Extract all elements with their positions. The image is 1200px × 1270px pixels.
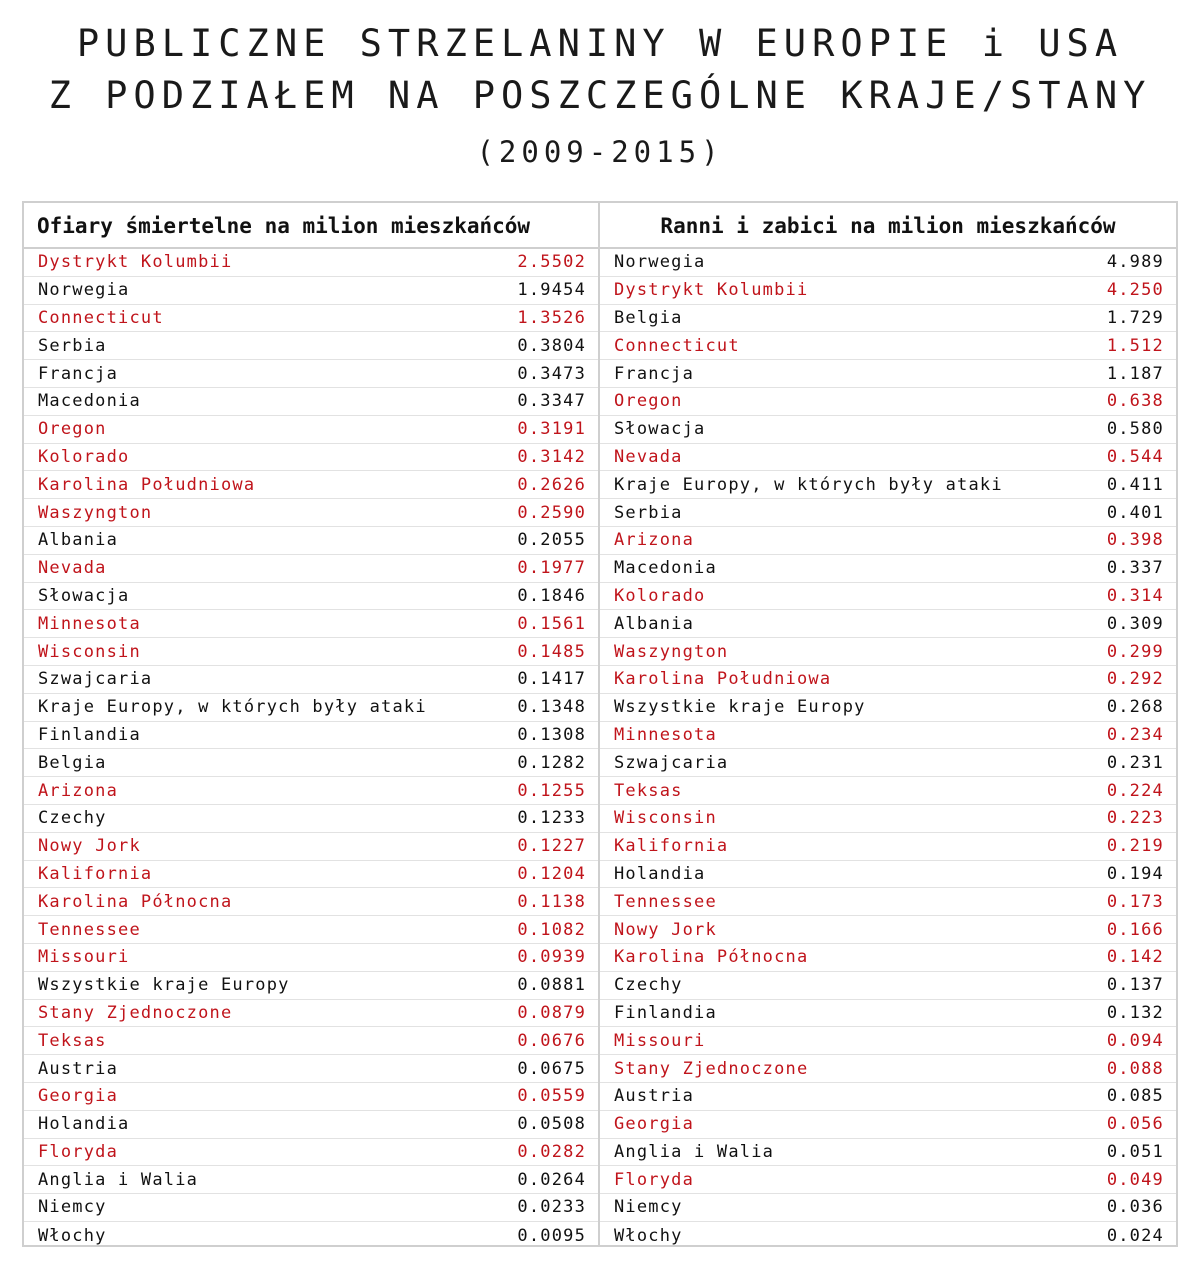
row-value: 0.2590: [517, 502, 586, 523]
row-label: Anglia i Walia: [38, 1169, 199, 1190]
table-row: [24, 360, 598, 388]
row-value: 0.132: [1106, 1002, 1164, 1023]
table-row: [24, 722, 598, 750]
table-row: [600, 610, 1176, 638]
chart-title: [0, 18, 1200, 182]
row-value: 0.314: [1106, 585, 1164, 606]
table-row: [24, 1083, 598, 1111]
table-row: [600, 332, 1176, 360]
row-value: 0.0508: [517, 1114, 586, 1135]
table-row: [24, 471, 598, 499]
row-value: 0.056: [1106, 1114, 1164, 1135]
table-row: [24, 305, 598, 333]
row-label: Nowy Jork: [38, 836, 141, 857]
row-label: Teksas: [38, 1030, 107, 1051]
row-label: Floryda: [614, 1169, 695, 1190]
row-label: Słowacja: [38, 585, 130, 606]
row-label: Missouri: [38, 947, 130, 968]
row-label: Słowacja: [614, 419, 706, 440]
table-row: [24, 1139, 598, 1167]
row-value: 0.234: [1106, 724, 1164, 745]
table-row: [24, 805, 598, 833]
row-label: Włochy: [38, 1225, 107, 1246]
row-label: Szwajcaria: [38, 669, 153, 690]
table-row: [24, 1222, 598, 1250]
table-row: [600, 694, 1176, 722]
row-label: Nevada: [614, 446, 683, 467]
row-value: 0.231: [1106, 752, 1164, 773]
row-label: Czechy: [614, 975, 683, 996]
row-label: Szwajcaria: [614, 752, 729, 773]
row-label: Karolina Północna: [38, 891, 233, 912]
table-row: [600, 416, 1176, 444]
table-row: [600, 916, 1176, 944]
comparison-table: [22, 201, 1178, 1247]
table-row: [24, 916, 598, 944]
table-row: [600, 1222, 1176, 1250]
row-label: Dystrykt Kolumbii: [614, 280, 809, 301]
table-row: [600, 749, 1176, 777]
row-label: Anglia i Walia: [614, 1141, 775, 1162]
row-label: Belgia: [38, 752, 107, 773]
table-row: [600, 444, 1176, 472]
row-value: 0.1227: [517, 836, 586, 857]
row-value: 1.729: [1106, 307, 1164, 328]
row-label: Karolina Południowa: [614, 669, 832, 690]
row-value: 0.299: [1106, 641, 1164, 662]
table-row: [600, 471, 1176, 499]
table-row: [24, 277, 598, 305]
row-value: 0.0282: [517, 1141, 586, 1162]
row-value: 0.3347: [517, 391, 586, 412]
table-row: [600, 861, 1176, 889]
row-value: 0.3142: [517, 446, 586, 467]
row-value: 0.3473: [517, 363, 586, 384]
row-value: 0.1282: [517, 752, 586, 773]
table-row: [600, 722, 1176, 750]
table-row: [24, 610, 598, 638]
table-row: [600, 388, 1176, 416]
row-value: 0.1255: [517, 780, 586, 801]
row-label: Stany Zjednoczone: [38, 1002, 233, 1023]
row-value: 0.0559: [517, 1086, 586, 1107]
table-row: [600, 888, 1176, 916]
row-label: Norwegia: [38, 280, 130, 301]
row-label: Kolorado: [38, 446, 130, 467]
row-value: 0.0675: [517, 1058, 586, 1079]
table-row: [600, 805, 1176, 833]
table-row: [24, 583, 598, 611]
table-row: [600, 1166, 1176, 1194]
table-row: [600, 555, 1176, 583]
table-row: [600, 277, 1176, 305]
title-line-1: PUBLICZNE STRZELANINY W EUROPIE i USA: [76, 22, 1124, 65]
table-row: [24, 972, 598, 1000]
row-value: 0.0676: [517, 1030, 586, 1051]
table-row: [24, 777, 598, 805]
row-value: 0.411: [1106, 474, 1164, 495]
row-label: Wisconsin: [614, 808, 717, 829]
table-row: [600, 1055, 1176, 1083]
table-row: [600, 360, 1176, 388]
casualties-column-header: Ranni i zabici na milion mieszkańców: [600, 203, 1176, 249]
row-value: 0.0233: [517, 1197, 586, 1218]
row-value: 4.250: [1106, 280, 1164, 301]
row-value: 0.142: [1106, 947, 1164, 968]
table-row: [600, 249, 1176, 277]
casualties-column: [600, 203, 1176, 1245]
row-value: 0.2626: [517, 474, 586, 495]
row-value: 0.024: [1106, 1225, 1164, 1246]
row-label: Tennessee: [614, 891, 717, 912]
row-label: Holandia: [38, 1114, 130, 1135]
row-value: 0.085: [1106, 1086, 1164, 1107]
table-row: [600, 944, 1176, 972]
row-label: Stany Zjednoczone: [614, 1058, 809, 1079]
row-label: Arizona: [614, 530, 695, 551]
row-value: 0.268: [1106, 697, 1164, 718]
row-value: 0.309: [1106, 613, 1164, 634]
row-label: Waszyngton: [38, 502, 153, 523]
row-label: Austria: [38, 1058, 119, 1079]
row-label: Niemcy: [38, 1197, 107, 1218]
row-label: Georgia: [614, 1114, 695, 1135]
row-label: Oregon: [614, 391, 683, 412]
row-value: 0.1082: [517, 919, 586, 940]
row-value: 0.3804: [517, 335, 586, 356]
row-value: 0.137: [1106, 975, 1164, 996]
table-row: [24, 888, 598, 916]
table-row: [24, 1000, 598, 1028]
row-value: 1.9454: [517, 280, 586, 301]
row-label: Connecticut: [614, 335, 740, 356]
row-value: 0.292: [1106, 669, 1164, 690]
row-label: Finlandia: [38, 724, 141, 745]
row-value: 0.0879: [517, 1002, 586, 1023]
table-row: [24, 1166, 598, 1194]
row-value: 0.2055: [517, 530, 586, 551]
row-value: 0.194: [1106, 863, 1164, 884]
row-value: 0.1417: [517, 669, 586, 690]
row-label: Arizona: [38, 780, 119, 801]
table-row: [24, 861, 598, 889]
row-value: 0.398: [1106, 530, 1164, 551]
table-row: [24, 499, 598, 527]
row-value: 0.173: [1106, 891, 1164, 912]
row-value: 1.3526: [517, 307, 586, 328]
row-label: Karolina Północna: [614, 947, 809, 968]
row-value: 1.187: [1106, 363, 1164, 384]
table-row: [600, 499, 1176, 527]
row-label: Georgia: [38, 1086, 119, 1107]
row-label: Dystrykt Kolumbii: [38, 252, 233, 273]
row-label: Floryda: [38, 1141, 119, 1162]
row-value: 4.989: [1106, 252, 1164, 273]
table-row: [24, 1111, 598, 1139]
row-label: Kalifornia: [614, 836, 729, 857]
table-row: [600, 1027, 1176, 1055]
table-row: [24, 666, 598, 694]
row-value: 0.0264: [517, 1169, 586, 1190]
row-label: Francja: [38, 363, 119, 384]
table-row: [24, 527, 598, 555]
row-label: Albania: [614, 613, 695, 634]
table-row: [24, 249, 598, 277]
table-row: [600, 527, 1176, 555]
row-label: Karolina Południowa: [38, 474, 256, 495]
table-row: [24, 638, 598, 666]
row-value: 0.0095: [517, 1225, 586, 1246]
table-row: [600, 1139, 1176, 1167]
row-label: Minnesota: [614, 724, 717, 745]
row-label: Minnesota: [38, 613, 141, 634]
row-value: 0.1977: [517, 558, 586, 579]
table-row: [600, 833, 1176, 861]
row-value: 0.3191: [517, 419, 586, 440]
table-row: [600, 583, 1176, 611]
row-value: 1.512: [1106, 335, 1164, 356]
row-value: 0.0939: [517, 947, 586, 968]
table-row: [600, 638, 1176, 666]
row-label: Wszystkie kraje Europy: [614, 697, 866, 718]
title-line-2: Z PODZIAŁEM NA POSZCZEGÓLNE KRAJE/STANY: [48, 74, 1152, 117]
table-row: [24, 1194, 598, 1222]
row-value: 0.1348: [517, 697, 586, 718]
row-label: Kraje Europy, w których były ataki: [614, 474, 1003, 495]
row-label: Nevada: [38, 558, 107, 579]
row-label: Belgia: [614, 307, 683, 328]
row-value: 0.224: [1106, 780, 1164, 801]
casualties-rows: [600, 249, 1176, 1250]
row-value: 0.1308: [517, 724, 586, 745]
row-label: Kraje Europy, w których były ataki: [38, 697, 427, 718]
row-label: Connecticut: [38, 307, 164, 328]
table-row: [24, 416, 598, 444]
row-value: 0.0881: [517, 975, 586, 996]
deaths-column-header: Ofiary śmiertelne na milion mieszkańców: [24, 203, 598, 249]
table-row: [24, 944, 598, 972]
table-row: [600, 1111, 1176, 1139]
title-years: (2009-2015): [476, 135, 724, 169]
row-label: Nowy Jork: [614, 919, 717, 940]
row-value: 0.1138: [517, 891, 586, 912]
row-value: 0.544: [1106, 446, 1164, 467]
row-label: Missouri: [614, 1030, 706, 1051]
row-value: 0.166: [1106, 919, 1164, 940]
table-row: [24, 749, 598, 777]
table-row: [24, 1055, 598, 1083]
table-row: [600, 666, 1176, 694]
deaths-column: [24, 203, 600, 1245]
row-value: 0.036: [1106, 1197, 1164, 1218]
row-value: 0.401: [1106, 502, 1164, 523]
row-label: Tennessee: [38, 919, 141, 940]
row-label: Francja: [614, 363, 695, 384]
row-label: Albania: [38, 530, 119, 551]
row-label: Czechy: [38, 808, 107, 829]
row-label: Holandia: [614, 863, 706, 884]
row-value: 0.088: [1106, 1058, 1164, 1079]
row-label: Waszyngton: [614, 641, 729, 662]
table-row: [24, 555, 598, 583]
row-label: Wszystkie kraje Europy: [38, 975, 290, 996]
table-row: [600, 305, 1176, 333]
row-value: 0.337: [1106, 558, 1164, 579]
row-label: Macedonia: [614, 558, 717, 579]
row-label: Niemcy: [614, 1197, 683, 1218]
table-row: [600, 777, 1176, 805]
row-label: Norwegia: [614, 252, 706, 273]
row-value: 0.1204: [517, 863, 586, 884]
row-label: Austria: [614, 1086, 695, 1107]
row-value: 0.219: [1106, 836, 1164, 857]
row-value: 2.5502: [517, 252, 586, 273]
row-value: 0.223: [1106, 808, 1164, 829]
table-row: [24, 1027, 598, 1055]
table-row: [24, 444, 598, 472]
row-label: Kolorado: [614, 585, 706, 606]
row-value: 0.049: [1106, 1169, 1164, 1190]
table-row: [24, 694, 598, 722]
row-label: Serbia: [614, 502, 683, 523]
table-row: [600, 1194, 1176, 1222]
table-row: [600, 1083, 1176, 1111]
table-row: [600, 972, 1176, 1000]
table-row: [24, 388, 598, 416]
row-value: 0.1561: [517, 613, 586, 634]
row-value: 0.094: [1106, 1030, 1164, 1051]
row-label: Macedonia: [38, 391, 141, 412]
table-row: [24, 332, 598, 360]
row-label: Wisconsin: [38, 641, 141, 662]
row-label: Teksas: [614, 780, 683, 801]
deaths-rows: [24, 249, 598, 1250]
row-value: 0.1485: [517, 641, 586, 662]
row-value: 0.1233: [517, 808, 586, 829]
row-label: Serbia: [38, 335, 107, 356]
table-row: [24, 833, 598, 861]
row-label: Włochy: [614, 1225, 683, 1246]
row-label: Kalifornia: [38, 863, 153, 884]
table-row: [600, 1000, 1176, 1028]
row-label: Oregon: [38, 419, 107, 440]
row-value: 0.1846: [517, 585, 586, 606]
row-value: 0.638: [1106, 391, 1164, 412]
row-label: Finlandia: [614, 1002, 717, 1023]
row-value: 0.051: [1106, 1141, 1164, 1162]
row-value: 0.580: [1106, 419, 1164, 440]
